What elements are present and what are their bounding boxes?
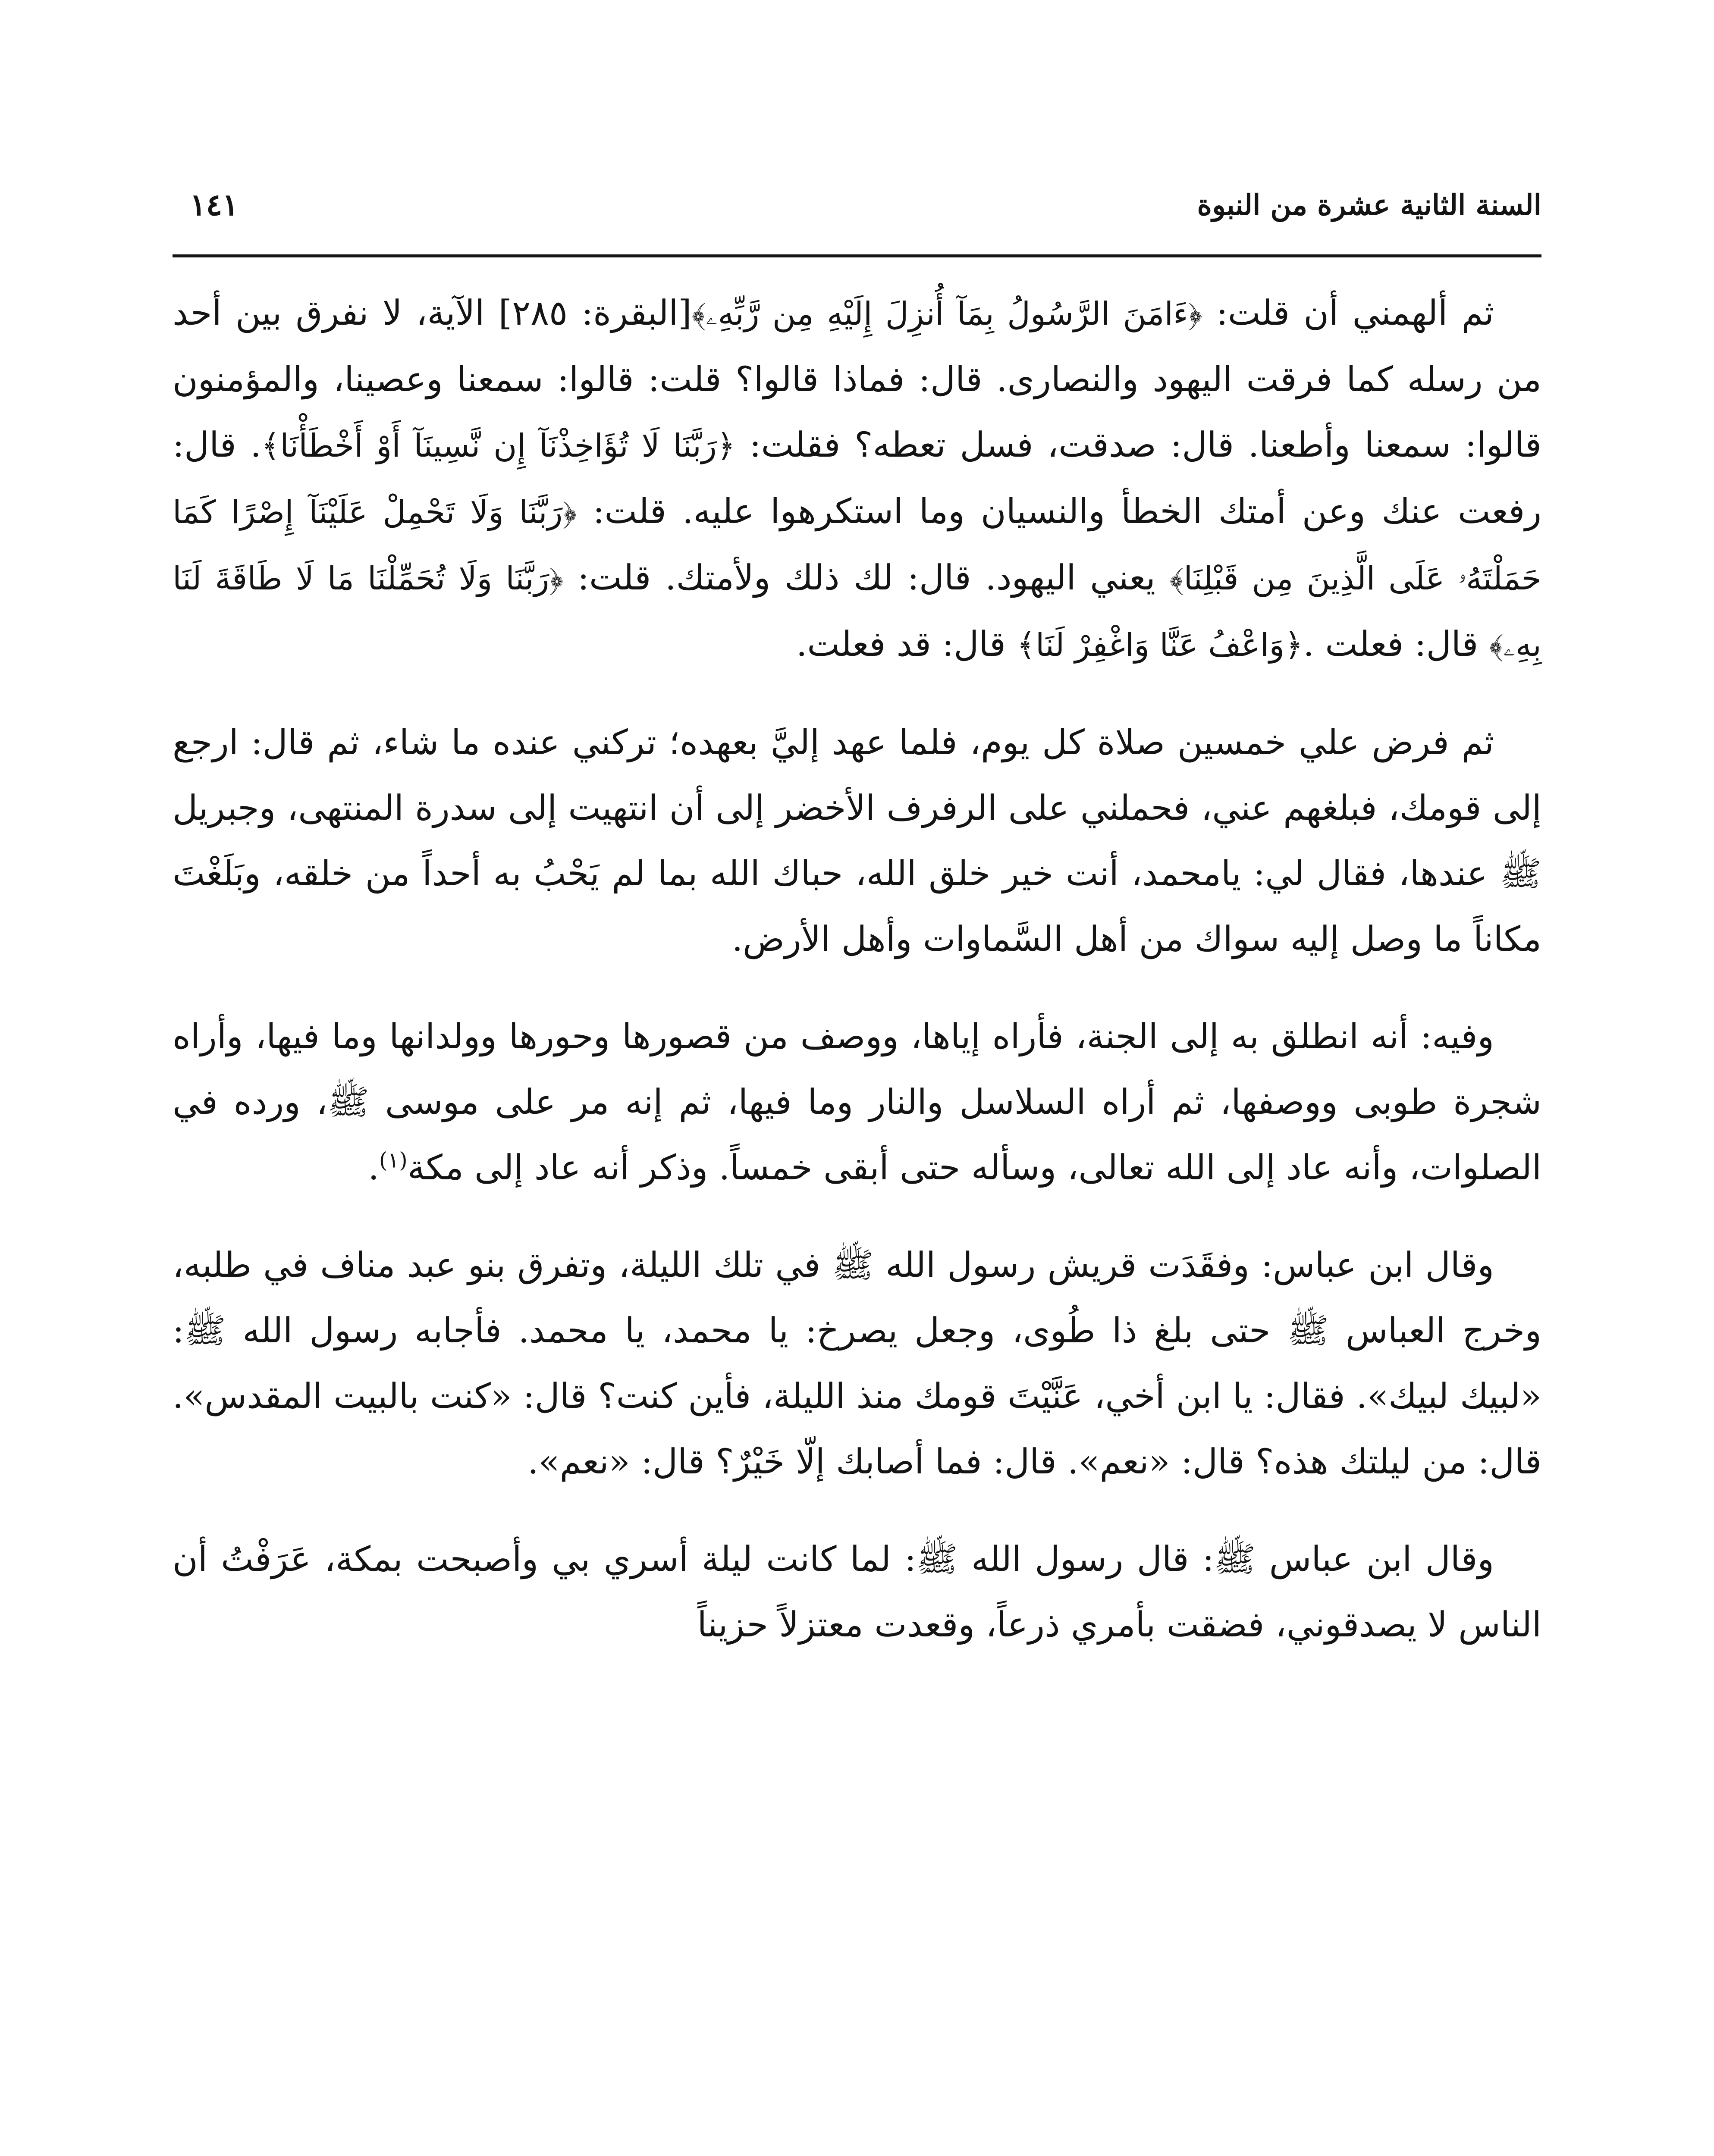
header-rule <box>173 254 1541 257</box>
quran-verse: ﴿رَبَّنَا لَا تُؤَاخِذْنَآ إِن نَّسِينَآ أَوْ أَخْطَأْنَا﴾ <box>261 427 736 464</box>
quran-verse: ﴿وَاعْفُ عَنَّا وَاغْفِرْ لَنَا﴾ <box>1017 627 1303 664</box>
paragraph <box>173 1232 1541 1495</box>
text-segment: [البقرة: ٢٨٥] الآية، لا نفرق بين أحد من رسله كما فرقت اليهود والنصارى. قال: فماذا قالوا؟ قلت: قالوا: سمعنا وعصينا، والمؤمنون قالوا: سمعنا وأطعنا. قال: صدقت، فسل تعطه؟ فقلت: <box>173 293 1541 465</box>
running-header <box>173 181 1541 233</box>
text-segment: قال: قد فعلت. <box>796 624 1017 664</box>
running-header-title: السنة الثانية عشرة من النبوة <box>1197 188 1541 222</box>
text-segment: يعني اليهود. قال: لك ذلك ولأمتك. قلت: <box>563 558 1170 598</box>
page-number: ١٤١ <box>190 187 239 222</box>
text-segment: وفيه: أنه انطلق به إلى الجنة، فأراه إياها، ووصف من قصورها وحورها وولدانها وما فيها، وأراه شجرة طوبى ووصفها، ثم أراه السلاسل والنار وما فيها، ثم إنه مر على موسى ﷺ، ورده في الصلوات، وأنه عاد إلى الله تعالى، وسأله حتى أبقى خمساً. وذكر أنه عاد إلى مكة <box>173 1016 1541 1188</box>
text-segment: وقال ابن عباس ﷺ: قال رسول الله ﷺ: لما كانت ليلة أسري بي وأصبحت بمكة، عَرَفْتُ أن الناس لا يصدقوني، فضقت بأمري ذرعاً، وقعدت معتزلاً حزيناً <box>173 1539 1541 1645</box>
paragraph <box>173 1526 1541 1658</box>
text-segment: . قال: رفعت عنك وعن أمتك الخطأ والنسيان وما استكرهوا عليه. قلت: <box>173 425 1541 531</box>
text-segment: ثم ألهمني أن قلت: <box>1202 293 1494 333</box>
paragraph <box>173 280 1541 678</box>
paragraph <box>173 710 1541 972</box>
footnote-reference: (١) <box>379 1147 408 1173</box>
text-segment: قال: فعلت . <box>1303 624 1489 664</box>
quran-verse: ﴿رَبَّنَا وَلَا تَحْمِلْ عَلَيْنَآ إِصْرًا كَمَا حَمَلْتَهُۥ عَلَى الَّذِينَ مِن قَبْلِنَا﴾ <box>173 494 1541 597</box>
text-segment: ثم فرض علي خمسين صلاة كل يوم، فلما عهد إليَّ بعهده؛ تركني عنده ما شاء، ثم قال: ارجع إلى قومك، فبلغهم عني، فحملني على الرفرف الأخضر إلى أن انتهيت إلى سدرة المنتهى، وجبريل ﷺ عندها، فقال لي: يامحمد، أنت خير خلق الله، حباك الله بما لم يَحْبُ به أحداً من خلقه، وبَلَغْتَ مكاناً ما وصل إليه سواك من أهل السَّماوات وأهل الأرض. <box>173 722 1541 959</box>
quran-verse: ﴿رَبَّنَا وَلَا تُحَمِّلْنَا مَا لَا طَاقَةَ لَنَا بِهِۦ﴾ <box>173 560 1541 664</box>
body-text <box>173 280 1541 1689</box>
paragraph <box>173 1004 1541 1200</box>
quran-verse: ﴿ءَامَنَ الرَّسُولُ بِمَآ أُنزِلَ إِلَيْهِ مِن رَّبِّهِۦ﴾ <box>691 295 1202 332</box>
text-segment: . <box>368 1147 379 1188</box>
text-segment: وقال ابن عباس: وفقَدَت قريش رسول الله ﷺ في تلك الليلة، وتفرق بنو عبد مناف في طلبه، وخرج العباس ﷺ حتى بلغ ذا طُوى، وجعل يصرخ: يا محمد، يا محمد. فأجابه رسول الله ﷺ: «لبيك لبيك». فقال: يا ابن أخي، عَنَّيْتَ قومك منذ الليلة، فأين كنت؟ قال: «كنت بالبيت المقدس». قال: من ليلتك هذه؟ قال: «نعم». قال: فما أصابك إلّا خَيْرٌ؟ قال: «نعم». <box>173 1245 1541 1482</box>
